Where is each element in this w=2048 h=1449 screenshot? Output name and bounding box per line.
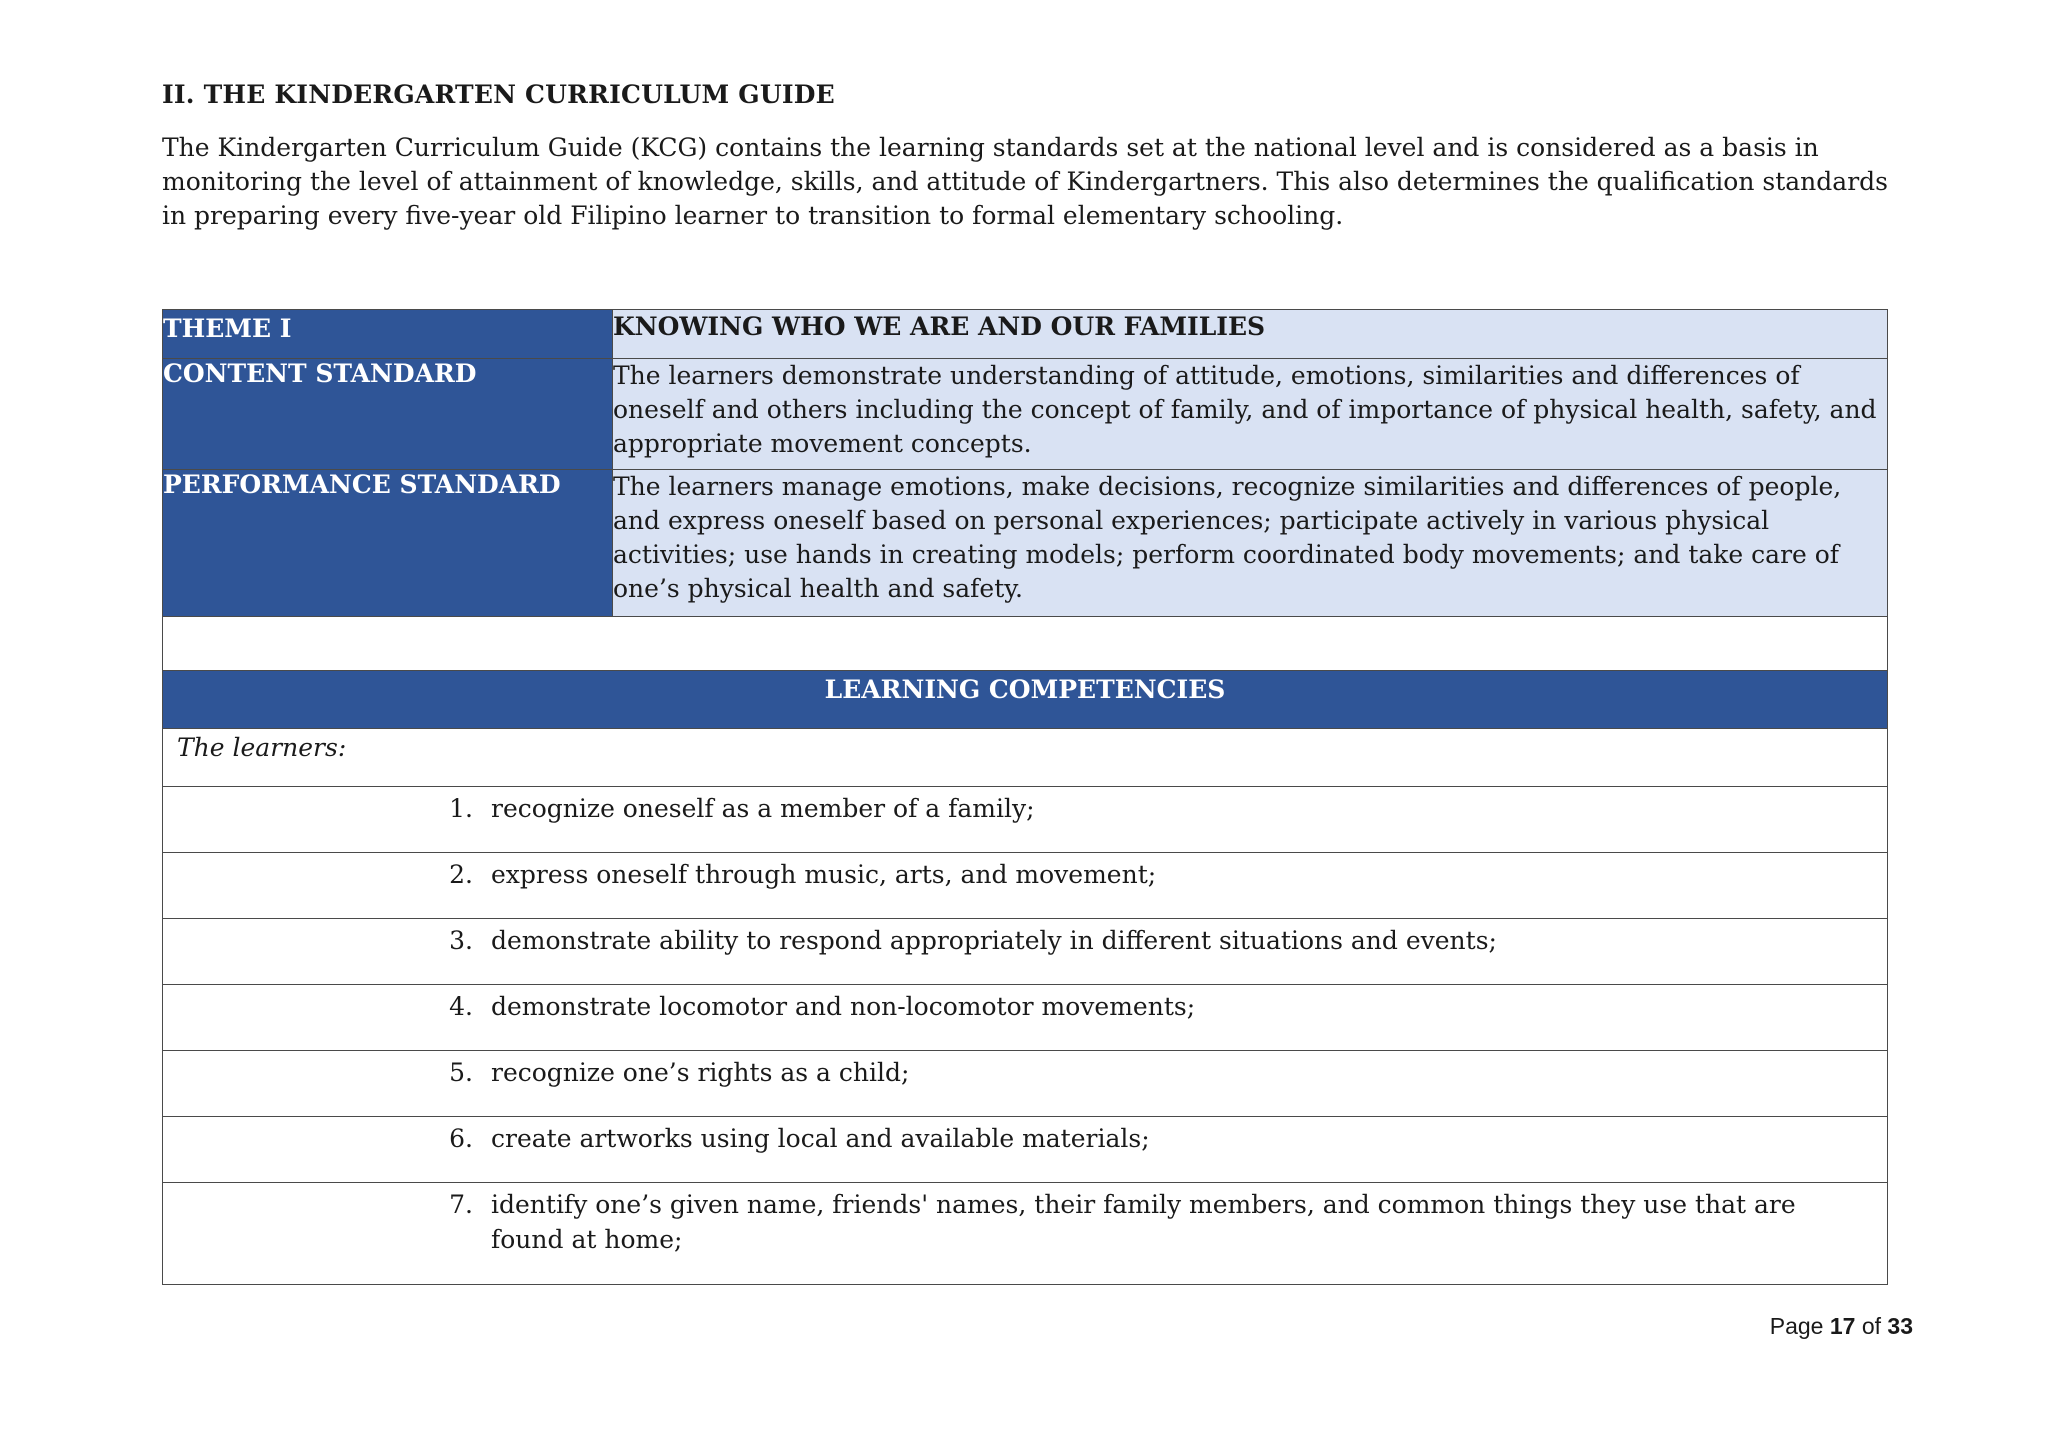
page-current: 17	[1829, 1313, 1856, 1339]
competency-row	[163, 787, 1888, 853]
competency-item	[163, 923, 1887, 958]
competencies-header-row	[163, 671, 1888, 729]
content-standard-label: CONTENT STANDARD	[163, 359, 613, 470]
competency-number: 4.	[449, 992, 473, 1021]
theme-row	[163, 310, 1888, 359]
competency-number: 2.	[449, 860, 473, 889]
competency-row	[163, 1117, 1888, 1183]
competency-number: 3.	[449, 926, 473, 955]
competency-number: 6.	[449, 1124, 473, 1153]
competency-number: 5.	[449, 1058, 473, 1087]
competency-row	[163, 919, 1888, 985]
competency-row	[163, 1051, 1888, 1117]
blank-cell	[163, 617, 1888, 671]
competencies-header: LEARNING COMPETENCIES	[163, 671, 1888, 729]
performance-standard-value: The learners manage emotions, make decisions, recognize similarities and differences of people, and express oneself based on personal experiences; participate actively in various physical activities; use hands in creating models; perform coordinated body movements; and take care of one’s physical health and safety.	[613, 470, 1888, 617]
competency-text: identify one’s given name, friends' names, their family members, and common things they use that are found at home;	[491, 1190, 1796, 1254]
competency-text: create artworks using local and available materials;	[491, 1124, 1150, 1153]
competency-item	[163, 1187, 1887, 1257]
competency-text: recognize oneself as a member of a family;	[491, 794, 1035, 823]
competency-row	[163, 853, 1888, 919]
page-total: 33	[1887, 1313, 1913, 1339]
competency-text: express oneself through music, arts, and movement;	[491, 860, 1157, 889]
learners-intro: The learners:	[163, 729, 1888, 787]
performance-standard-row	[163, 470, 1888, 617]
learners-intro-row	[163, 729, 1888, 787]
competency-text: recognize one’s rights as a child;	[491, 1058, 910, 1087]
competency-text: demonstrate locomotor and non-locomotor movements;	[491, 992, 1196, 1021]
competency-item	[163, 1055, 1887, 1090]
competency-item	[163, 857, 1887, 892]
competency-item	[163, 989, 1887, 1024]
curriculum-table	[162, 309, 1888, 1285]
competency-row	[163, 1183, 1888, 1285]
competency-item	[163, 1121, 1887, 1156]
competency-text: demonstrate ability to respond appropriately in different situations and events;	[491, 926, 1497, 955]
content-standard-row	[163, 359, 1888, 470]
theme-value: KNOWING WHO WE ARE AND OUR FAMILIES	[613, 310, 1888, 359]
intro-paragraph: The Kindergarten Curriculum Guide (KCG) contains the learning standards set at the national level and is considered as a basis in monitoring the level of attainment of knowledge, skills, and attitude of Kindergartners. This also determines the qualification standards in preparing every five-year old Filipino learner to transition to formal elementary schooling.	[162, 133, 1888, 230]
page-number	[1770, 1313, 1913, 1340]
blank-row	[163, 617, 1888, 671]
competency-number: 7.	[449, 1190, 473, 1219]
theme-label: THEME I	[163, 310, 613, 359]
section-heading: II. THE KINDERGARTEN CURRICULUM GUIDE	[162, 80, 835, 109]
competency-row	[163, 985, 1888, 1051]
page-word: Page	[1769, 1313, 1824, 1339]
content-standard-value: The learners demonstrate understanding of attitude, emotions, similarities and differences of oneself and others including the concept of family, and of importance of physical health, safety, and appropriate movement concepts.	[613, 359, 1888, 470]
of-word: of	[1861, 1313, 1882, 1339]
competency-item	[163, 791, 1887, 826]
competency-number: 1.	[449, 794, 473, 823]
performance-standard-label: PERFORMANCE STANDARD	[163, 470, 613, 617]
